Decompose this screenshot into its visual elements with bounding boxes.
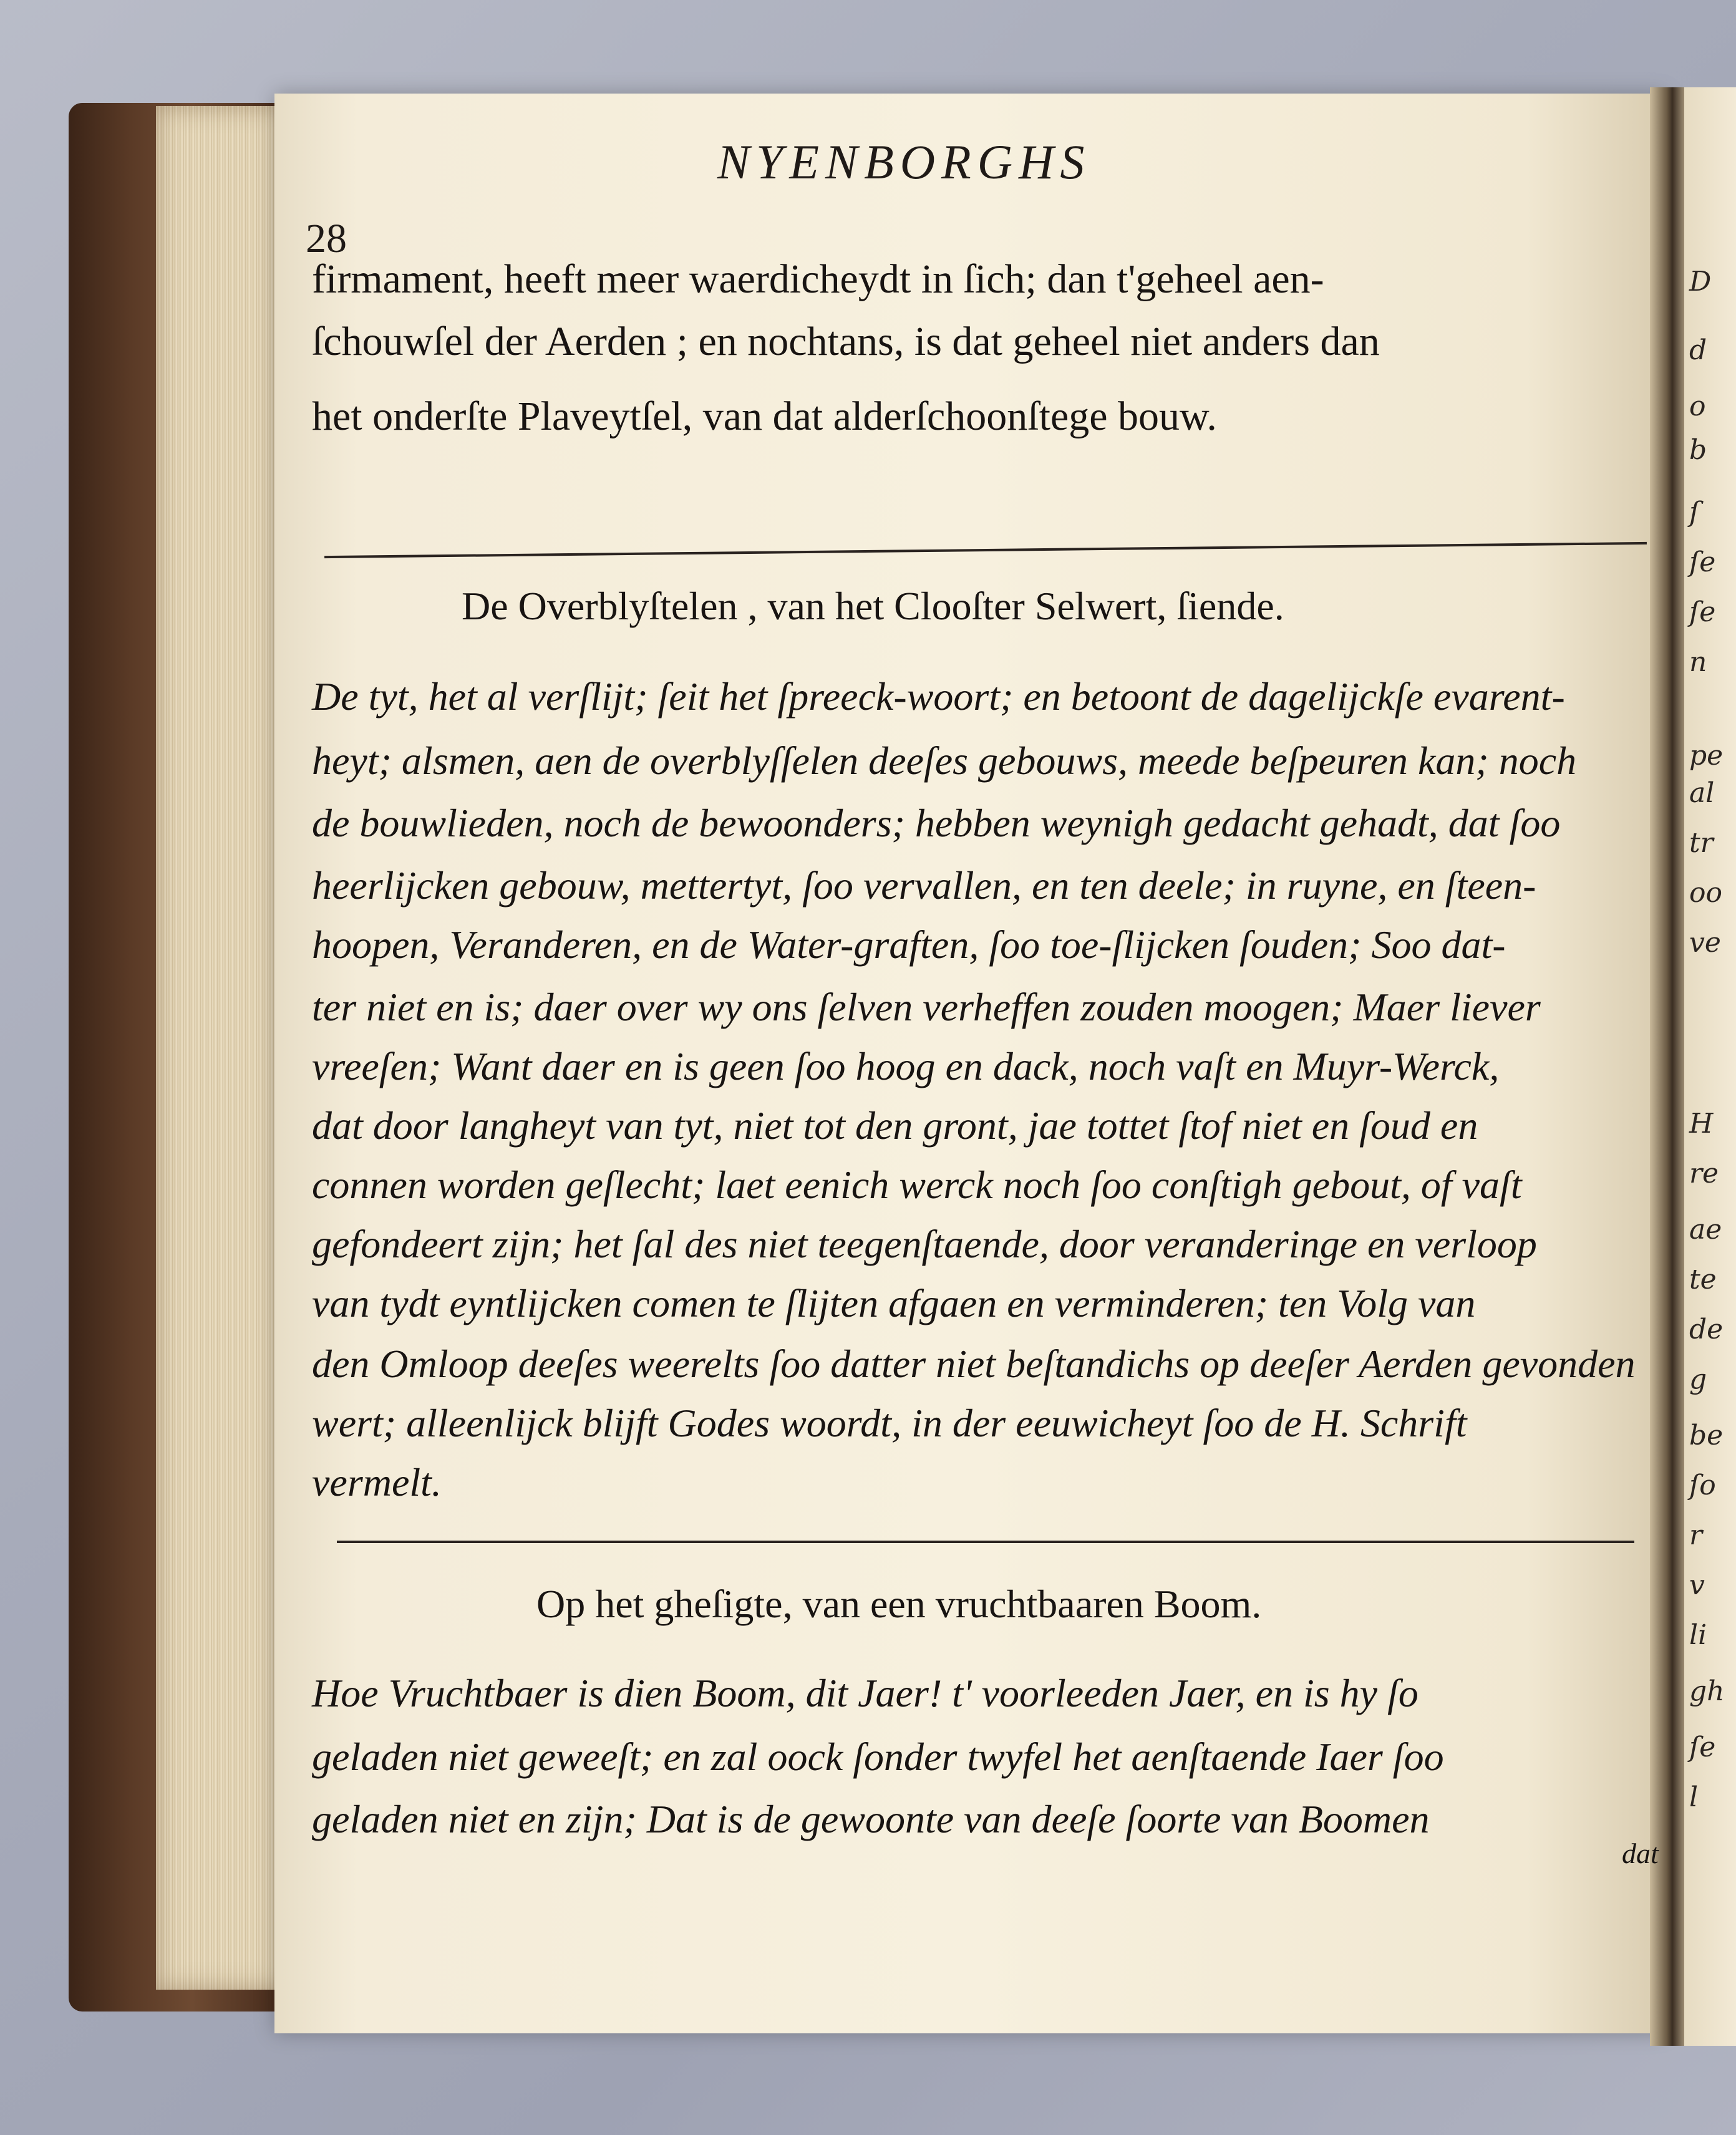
section1-line: ter niet en is; daer over wy ons ſelven verheffen zouden moogen; Maer liever bbox=[312, 985, 1541, 1029]
facing-page-fragment: ſe bbox=[1689, 1731, 1716, 1763]
running-head: NYENBORGHS bbox=[717, 135, 1091, 189]
section1-line: vermelt. bbox=[312, 1460, 442, 1504]
section1-line: wert; alleenlijck blijft Godes woordt, in der eeuwicheyt ſoo de H. Schrift bbox=[312, 1401, 1467, 1445]
facing-page-fragment: n bbox=[1689, 646, 1707, 678]
section1-line: De tyt, het al verſlijt; ſeit het ſpreeck-woort; en betoont de dagelijckſe evarent- bbox=[312, 674, 1565, 719]
section2-line: Hoe Vruchtbaer is dien Boom, dit Jaer! t' voorleeden Jaer, en is hy ſo bbox=[312, 1671, 1418, 1715]
facing-page-fragment: re bbox=[1689, 1158, 1719, 1189]
book-gutter bbox=[1650, 87, 1687, 2046]
facing-page-fragment: gh bbox=[1689, 1675, 1725, 1707]
section1-line: vreeſen; Want daer en is geen ſoo hoog en dack, noch vaſt en Muyr-Werck, bbox=[312, 1044, 1500, 1088]
facing-page-fragment: te bbox=[1689, 1264, 1717, 1295]
facing-page-fragment: b bbox=[1689, 434, 1707, 466]
section1-line: de bouwlieden, noch de bewoonders; hebben weynigh gedacht gehadt, dat ſoo bbox=[312, 801, 1561, 845]
facing-page-fragment: pe bbox=[1689, 740, 1724, 772]
facing-page-fragment: v bbox=[1689, 1569, 1705, 1601]
section2-line: geladen niet en zijn; Dat is de gewoonte van deeſe ſoorte van Boomen bbox=[312, 1797, 1430, 1841]
facing-page-fragment: d bbox=[1689, 334, 1707, 366]
section1-line: gefondeert zijn; het ſal des niet teegenſtaende, door veranderinge en verloop bbox=[312, 1222, 1537, 1266]
facing-page-fragment: H bbox=[1689, 1108, 1714, 1140]
facing-page-fragment: ſe bbox=[1689, 596, 1716, 628]
section1-heading: De Overblyſtelen , van het Clooſter Selwert, ſiende. bbox=[462, 584, 1284, 628]
facing-page-fragment: ſe bbox=[1689, 546, 1716, 578]
facing-page-fragment: ae bbox=[1689, 1214, 1722, 1246]
facing-page-fragment: tr bbox=[1689, 827, 1714, 859]
section1-line: van tydt eyntlijcken comen te ſlijten afgaen en verminderen; ten Volg van bbox=[312, 1281, 1476, 1325]
facing-page-fragment: be bbox=[1689, 1420, 1724, 1451]
page-edges bbox=[156, 106, 287, 1990]
facing-page-fragment: oo bbox=[1689, 877, 1722, 909]
section-rule bbox=[337, 1541, 1634, 1543]
intro-line: firmament, heeft meer waerdicheydt in ſich; dan t'geheel aen- bbox=[312, 256, 1324, 302]
facing-page-fragment: D bbox=[1689, 266, 1712, 298]
intro-line: het onderſte Plaveytſel, van dat alderſchoonſtege bouw. bbox=[312, 394, 1217, 439]
facing-page-fragment: g bbox=[1689, 1363, 1707, 1395]
facing-page-fragment: ve bbox=[1689, 927, 1721, 959]
intro-line: ſchouwſel der Aerden ; en nochtans, is dat geheel niet anders dan bbox=[312, 319, 1380, 364]
facing-page-fragment: ſ bbox=[1689, 496, 1700, 528]
catchword: dat bbox=[1622, 1837, 1659, 1869]
section1-line: heyt; alsmen, aen de overblyſſelen deeſes gebouws, meede beſpeuren kan; noch bbox=[312, 738, 1577, 783]
facing-page-fragment: ſo bbox=[1689, 1469, 1716, 1501]
facing-page bbox=[1684, 87, 1736, 2046]
facing-page-fragment: de bbox=[1689, 1314, 1724, 1345]
facing-page-fragment: li bbox=[1689, 1619, 1707, 1651]
facing-page-fragment: l bbox=[1689, 1781, 1699, 1813]
page-number: 28 bbox=[306, 216, 347, 261]
section2-heading: Op het gheſigte, van een vruchtbaaren Boom. bbox=[536, 1582, 1262, 1626]
section1-line: heerlijcken gebouw, mettertyt, ſoo vervallen, en ten deele; in ruyne, en ſteen- bbox=[312, 863, 1536, 908]
facing-page-fragment: o bbox=[1689, 390, 1706, 422]
section1-line: den Omloop deeſes weerelts ſoo datter niet beſtandichs op deeſer Aerden gevonden bbox=[312, 1342, 1636, 1386]
facing-page-fragment: al bbox=[1689, 777, 1715, 809]
section1-line: hoopen, Veranderen, en de Water-graften, ſoo toe-ſlijcken ſouden; Soo dat- bbox=[312, 922, 1506, 967]
facing-page-fragment: r bbox=[1689, 1519, 1703, 1551]
section2-line: geladen niet geweeſt; en zal oock ſonder twyfel het aenſtaende Iaer ſoo bbox=[312, 1735, 1444, 1779]
section1-line: connen worden geſlecht; laet eenich werck noch ſoo conſtigh gebout, of vaſt bbox=[312, 1163, 1522, 1207]
section1-line: dat door langheyt van tyt, niet tot den gront, jae tottet ſtof niet en ſoud en bbox=[312, 1103, 1478, 1148]
